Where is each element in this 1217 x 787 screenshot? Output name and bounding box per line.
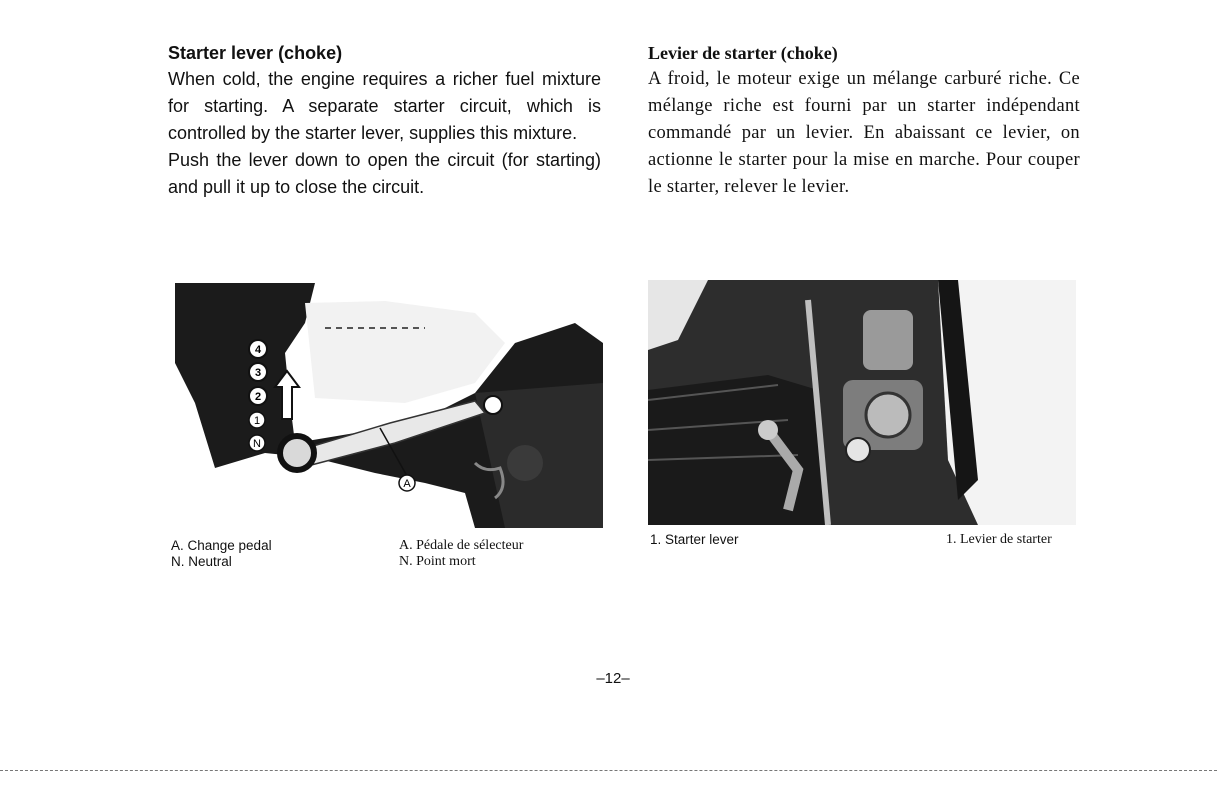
page-bottom-rule <box>0 770 1217 771</box>
change-pedal-photo <box>175 283 603 528</box>
page-number: –12– <box>596 670 630 687</box>
french-paragraph-1: A froid, le moteur exige un mélange carburé riche. Ce mélange riche est fourni par un starter indépendant commandé par un levier. En abaissant ce levier, on actionne le starter pour la mise en marche. Pour couper le starter, relever le levier. <box>648 69 1080 197</box>
french-section <box>648 40 1080 201</box>
caption-starter-lever: 1. Starter lever <box>650 532 739 547</box>
starter-lever-illustration <box>648 280 1076 525</box>
caption-levier-starter: 1. Levier de starter <box>946 532 1052 547</box>
french-heading: Levier de starter (choke) <box>648 43 838 63</box>
gear-label-1: 1 <box>253 415 261 427</box>
gear-label-3: 3 <box>254 367 262 379</box>
gear-label-2: 2 <box>254 391 262 403</box>
change-pedal-illustration <box>175 283 603 528</box>
english-section <box>168 40 601 201</box>
caption-point-mort: N. Point mort <box>399 554 476 569</box>
english-paragraph-2: Push the lever down to open the circuit (for starting) and pull it up to close the circuit. <box>168 150 601 197</box>
english-paragraph-1: When cold, the engine requires a richer fuel mixture for starting. A separate starter circuit, which is controlled by the starter lever, supplies this mixture. <box>168 69 601 143</box>
callout-a-label: A <box>403 478 411 490</box>
gear-label-4: 4 <box>254 344 262 356</box>
caption-change-pedal: A. Change pedal <box>171 538 272 553</box>
starter-lever-photo <box>648 280 1076 525</box>
gear-label-n: N <box>253 438 261 450</box>
caption-neutral: N. Neutral <box>171 554 232 569</box>
english-heading: Starter lever (choke) <box>168 43 343 63</box>
caption-pedale-selecteur: A. Pédale de sélecteur <box>399 538 524 553</box>
